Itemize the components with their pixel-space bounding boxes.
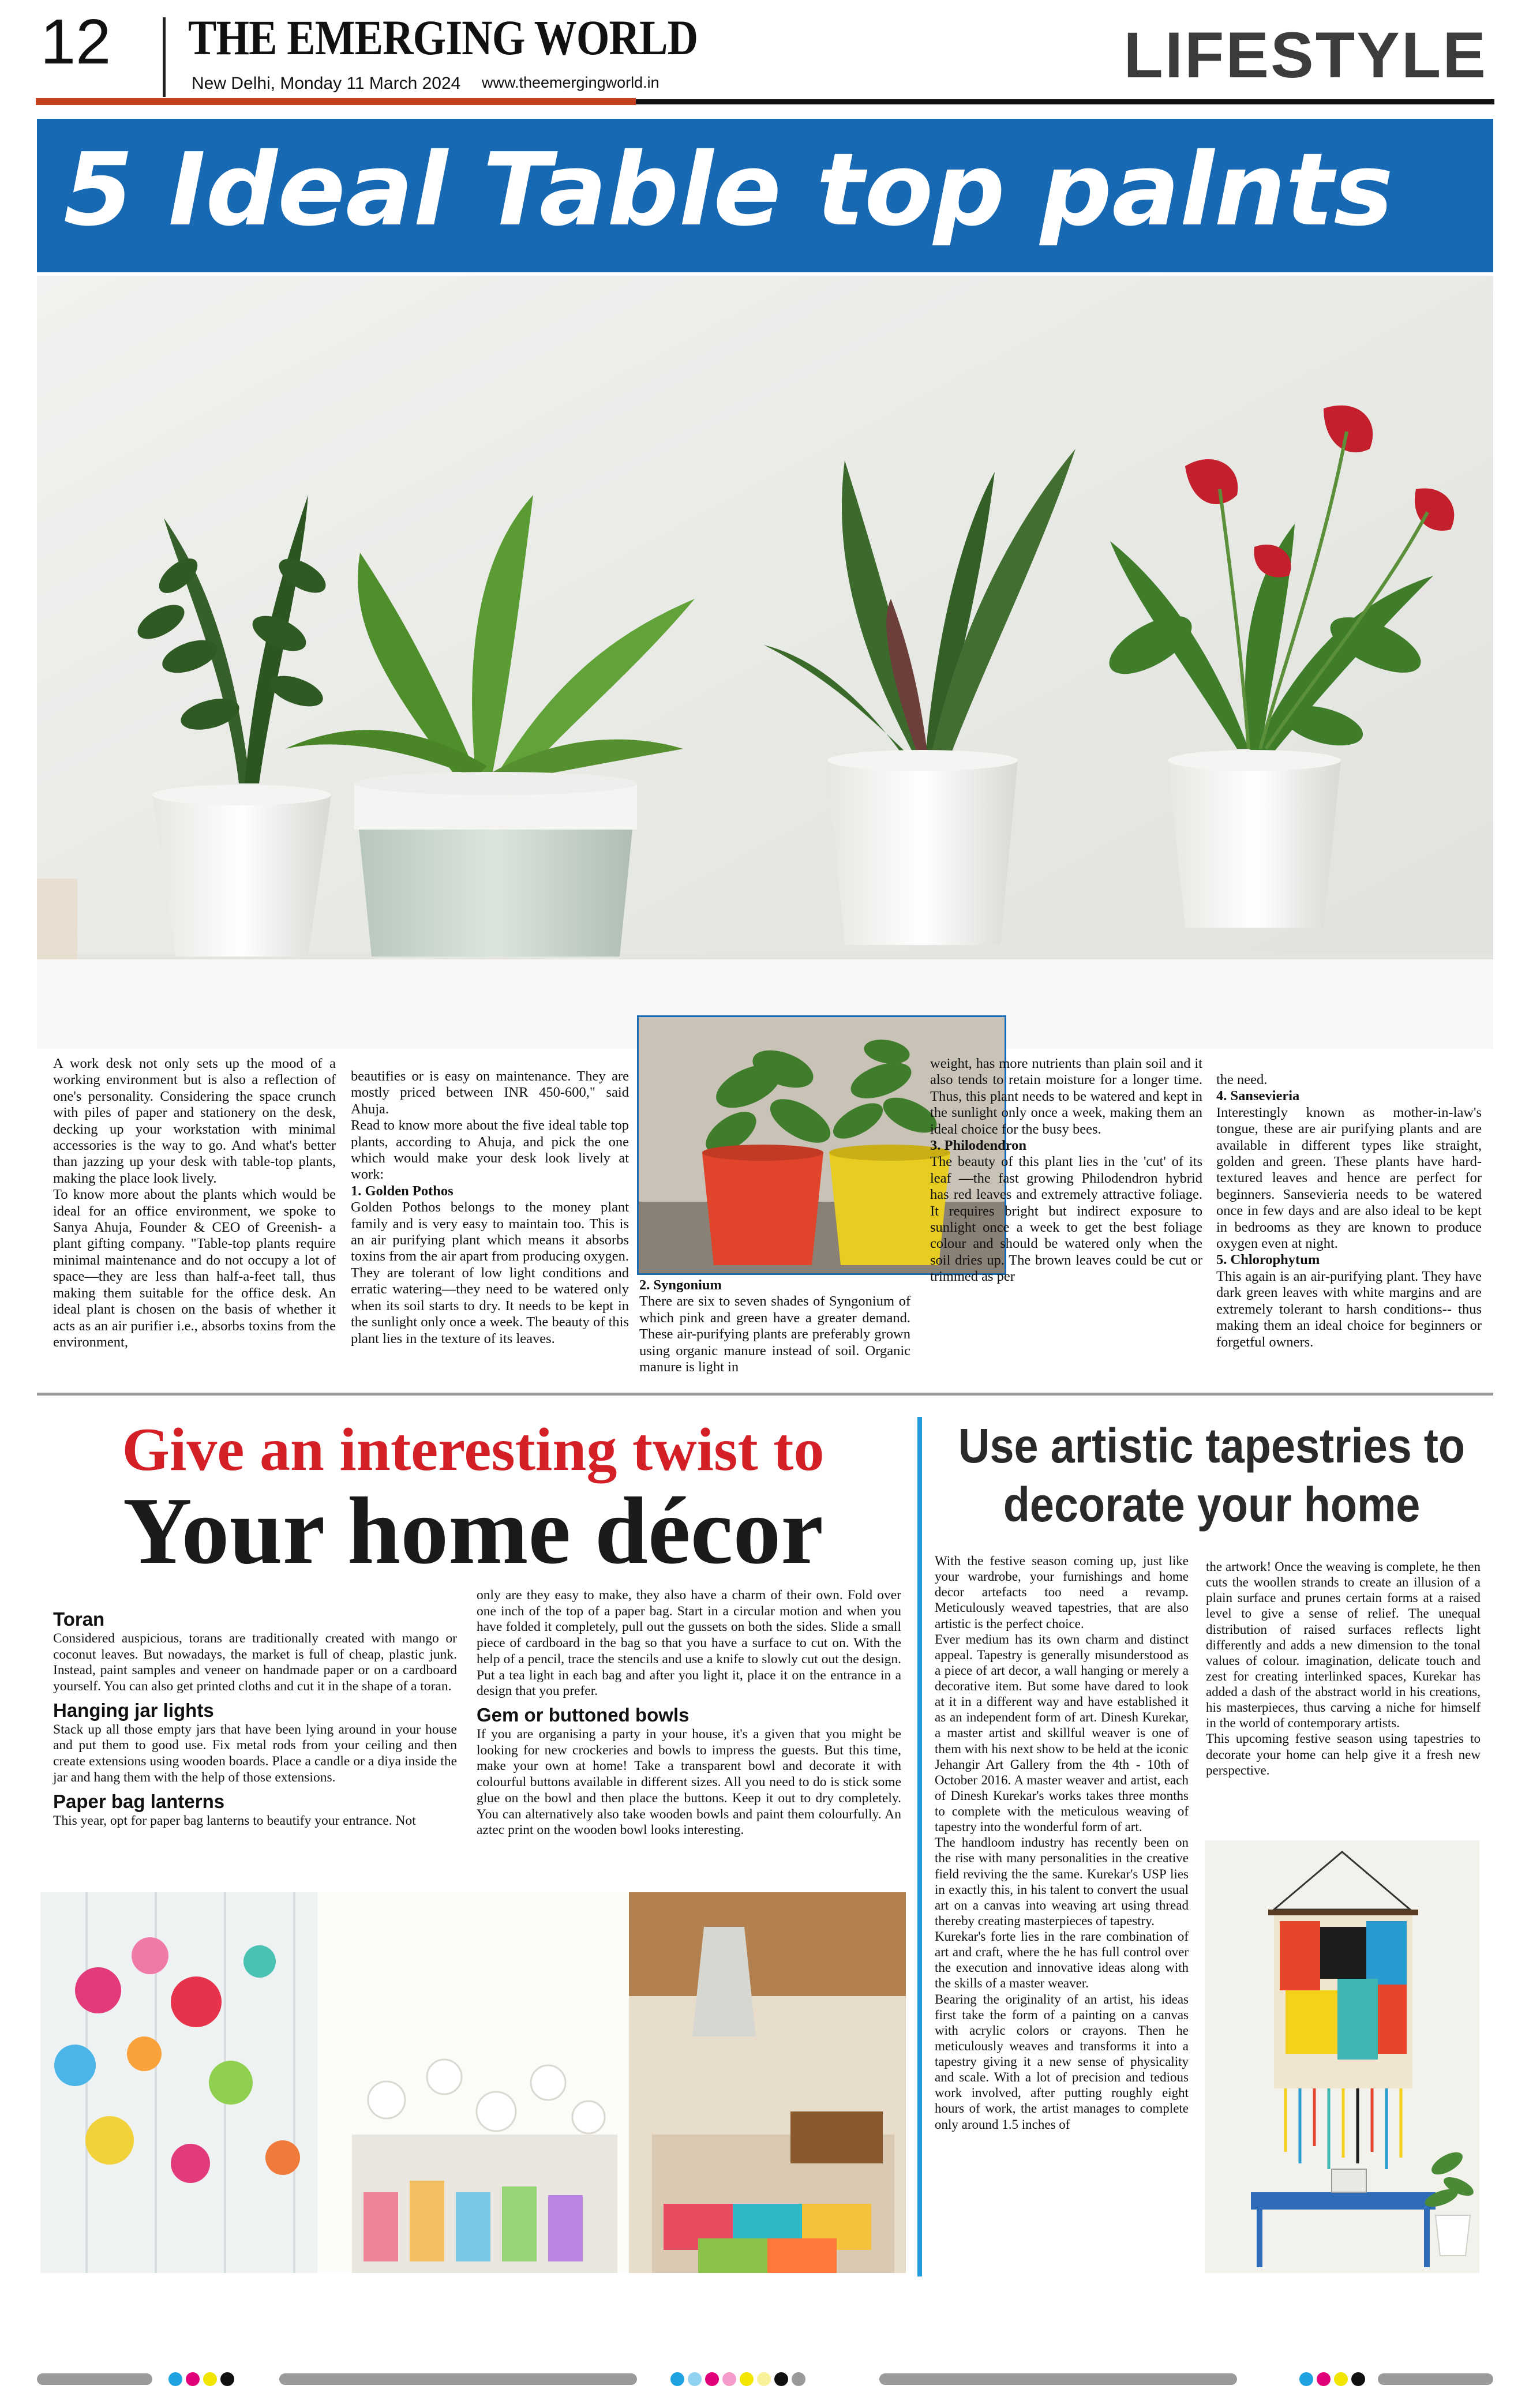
tapestry-col2-para-2: This upcoming festive season using tapestries to decorate your home can help give it a fresh new perspective.	[1206, 1731, 1481, 1777]
hero-plants-illustration	[37, 276, 1493, 1049]
tapestry-col1-para-3: The handloom industry has recently been on the rise with many personalities in the creative field reviving the the same. Kurekar's USP lies in exactly this, in his talent to convert the usual art on a canvas into weaving art using thread thereby creating masterpieces of tapestry.	[935, 1835, 1189, 1928]
syngonium-body: There are six to seven shades of Syngonium of which pink and green have a greater demand. These air-purifying plants are preferably grown using organic manure instead of soil. Organic manure is light in	[639, 1293, 910, 1375]
syngonium-heading: 2. Syngonium	[639, 1277, 722, 1293]
philodendron-heading: 3. Philodendron	[930, 1138, 1027, 1154]
tapestry-photo	[1205, 1840, 1479, 2273]
decor-column-1	[53, 1604, 457, 1829]
lead-col1-para-1: A work desk not only sets up the mood of a working environment but is also a reflection of one's personality. Considering the space crunch with piles of paper and stationery on the desk, decking up your workstation with minimal accessories is the way to go. And what's better than jazzing up your desk with table-top plants, making the place look lively.	[53, 1056, 336, 1186]
tapestry-headline: Use artistic tapestries to decorate your home	[958, 1419, 1466, 1532]
sansevieria-body: Interestingly known as mother-in-law's tongue, these are air purifying plants and are available in different types like straight, golden and green. These plants have hard-textured leaves and hence are perfect for beginners. Sansevieria needs to be watered once in few days and are also ideal to be kept in bedrooms as they are known to produce oxygen even at night.	[1216, 1104, 1482, 1252]
tapestry-column-2	[1206, 1559, 1481, 1778]
toran-heading: Toran	[53, 1608, 105, 1630]
gem-bowls-heading: Gem or buttoned bowls	[477, 1704, 689, 1726]
section-divider	[37, 1393, 1493, 1396]
section-label: LIFESTYLE	[1123, 19, 1487, 91]
tapestry-illustration	[1205, 1840, 1479, 2273]
decor-illustration	[40, 1892, 906, 2273]
header-rule-dark	[636, 99, 1494, 104]
dateline: New Delhi, Monday 11 March 2024	[192, 74, 461, 93]
gem-bowls-body: If you are organising a party in your house, it's a given that you might be looking for new crockeries and bowls to impress the guests. But this time, make your own at home! Take a transparent bowl and decorate it with colourful buttons available in different sizes. All you need to do is stick some glue on the bowl and then place the buttons. Keep it out to dry completely. You can alternatively also take wooden bowls and paint them colourfully. An aztec print on the wooden bowl looks interesting.	[477, 1726, 901, 1838]
hanging-jar-body: Stack up all those empty jars that have been lying around in your house and put them to good use. Fix metal rods from your ceiling and then create extensions using wooden boards. Place a candle or a diya inside the jar and hang them with the help of those extensions.	[53, 1721, 457, 1785]
masthead[interactable]: THE EMERGING WORLD	[188, 10, 698, 65]
header-separator	[163, 17, 166, 97]
column-divider-blue	[917, 1417, 922, 2276]
header-rule-red	[36, 98, 636, 105]
lead-col4-top: weight, has more nutrients than plain soil and it also tends to retain moisture for a longer time. Thus, this plant needs to be watered and kept in the sunlight only once a week, making them an ideal choice for the busy bees.	[930, 1056, 1202, 1137]
toran-body: Considered auspicious, torans are traditionally created with mango or coconut leaves. But nowadays, the market is full of cheap, plastic junk. Instead, paint samples and veneer on handmade paper or on a cardboard yourself. You can also get printed cloths and cut it in the shape of a toran.	[53, 1630, 457, 1694]
tapestry-col1-para-4: Kurekar's forte lies in the rare combination of art and craft, where the he has full control over the execution and innovative ideas along with the skills of a master weaver.	[935, 1929, 1189, 1991]
lead-column-1	[53, 1056, 336, 1351]
lead-col2-para-2: Read to know more about the five ideal table top plants, according to Ahuja, and pick the one which would make your desk look lively at work:	[351, 1117, 629, 1183]
footer-registration-marks	[37, 2368, 1493, 2391]
sansevieria-heading: 4. Sansevieria	[1216, 1088, 1300, 1104]
lead-column-2	[351, 1068, 629, 1347]
tapestry-column-1	[935, 1553, 1189, 2132]
philodendron-body: The beauty of this plant lies in the 'cut' of its leaf —the fast growing Philodendron hybrid has red leaves and extremely attractive foliage. It requires bright but indirect exposure to sunlight once a week to get the best foliage colour and should be watered only when the soil dries up. The brown leaves could be cut or trimmed as per	[930, 1154, 1202, 1285]
tapestry-col1-para-1: With the festive season coming up, just like your wardrobe, your furnishings and home decor artefacts too need a revamp. Meticulously weaved tapestries, that are also artistic is the perfect choice.	[935, 1554, 1189, 1631]
decor-column-2	[477, 1588, 901, 1839]
decor-kicker: Give an interesting twist to	[122, 1416, 825, 1483]
lead-col5-top: the need.	[1216, 1072, 1268, 1087]
decor-photo	[40, 1892, 906, 2273]
decor-headline: Your home décor	[122, 1477, 824, 1584]
lead-col1-para-2: To know more about the plants which would be ideal for an office environment, we spoke to Sanya Ahuja, Founder & CEO of Greenish- a plant gifting company. "Table-top plants require minimal maintenance and do not occupy a lot of space—they are less than half-a-feet tall, thus making them suitable for the office desk. An ideal plant is chosen on the basis of whether it acts as an air purifier i.e., absorbs toxins from the environment,	[53, 1187, 336, 1350]
lead-headline: 5 Ideal Table top palnts	[63, 132, 1393, 249]
lead-column-3	[639, 1277, 910, 1375]
paper-bag-heading: Paper bag lanterns	[53, 1790, 225, 1812]
tapestry-col1-para-2: Ever medium has its own charm and distinct appeal. Tapestry is generally misunderstood as a piece of art decor, a wall hanging or merely a decorative item. But some have dared to look at it in a different way and have established it as an independent form of art. Dinesh Kurekar, a master artist and skillful weaver is one of them with his next show to be held at the iconic Jehangir Art Gallery from the 4th - 10th of October 2016. A master weaver and artist, each of Dinesh Kurekar's works takes three months to complete with the meticulous weaving of tapestry into the wonderful form of art.	[935, 1631, 1189, 1835]
chlorophytum-body: This again is an air-purifying plant. They have dark green leaves with white margins and are extremely tolerant to harsh conditions-- thus making them an ideal choice for beginners or forgetful owners.	[1216, 1268, 1482, 1350]
lead-column-4	[930, 1056, 1202, 1285]
lead-column-5	[1216, 1072, 1482, 1351]
website-link[interactable]: www.theemergingworld.in	[482, 74, 659, 91]
hero-plants-photo	[37, 276, 1493, 1049]
chlorophytum-heading: 5. Chlorophytum	[1216, 1252, 1320, 1268]
paper-bag-body: This year, opt for paper bag lanterns to beautify your entrance. Not	[53, 1813, 416, 1828]
footer-color-bar	[37, 2368, 1493, 2391]
golden-pothos-heading: 1. Golden Pothos	[351, 1183, 454, 1199]
tapestry-col2-para-1: the artwork! Once the weaving is complete, he then cuts the woollen strands to create an illusion of a plain surface and prunes certain forms at a raised level to give a sense of relief. The unequal distribution of raised surfaces reflects light differently and adds a new dimension to the tonal values of colour. imagination, delicate touch and zest for creating interlinked spaces, Kurekar has added a dash of the abstract world in his creations, his masterpieces, thus carving a niche for himself in the world of contemporary artists.	[1206, 1559, 1481, 1731]
page-number: 12	[40, 6, 111, 77]
tapestry-col1-para-5: Bearing the originality of an artist, his ideas first take the form of a painting on a canvas with acrylic colors or crayons. Then he meticulously weaves and transforms it into a tapestry giving it a new sense of physicality and scale. With a lot of precision and tedious work involved, after putting roughly eight hours of work, the artist manages to complete only around 1.5 inches of	[935, 1991, 1189, 2132]
decor-col2-top: only are they easy to make, they also have a charm of their own. Fold over one inch of the top of a paper bag. Start in a circular motion and when you have folded it completely, pull out the gussets on both the sides. Slide a small piece of cardboard in the bag so that you have a surface to cut on. With the help of a pencil, trace the stencils and use a knife to slowly cut out the design. Put a tea light in each bag and after you light it, place it on the entrance in a design that you prefer.	[477, 1588, 901, 1699]
hanging-jar-heading: Hanging jar lights	[53, 1699, 214, 1721]
lead-col2-para-1: beautifies or is easy on maintenance. They are mostly priced between INR 450-600," said Ahuja.	[351, 1068, 629, 1117]
golden-pothos-body: Golden Pothos belongs to the money plant family and is very easy to maintain too. This is an air purifying plant which means it absorbs toxins from the air apart from producing oxygen. They are tolerant of low light conditions and erratic watering—they need to be watered only when its soil starts to dry. It needs to be kept in the sunlight only once a week. The beauty of this plant lies in the texture of its leaves.	[351, 1199, 629, 1346]
